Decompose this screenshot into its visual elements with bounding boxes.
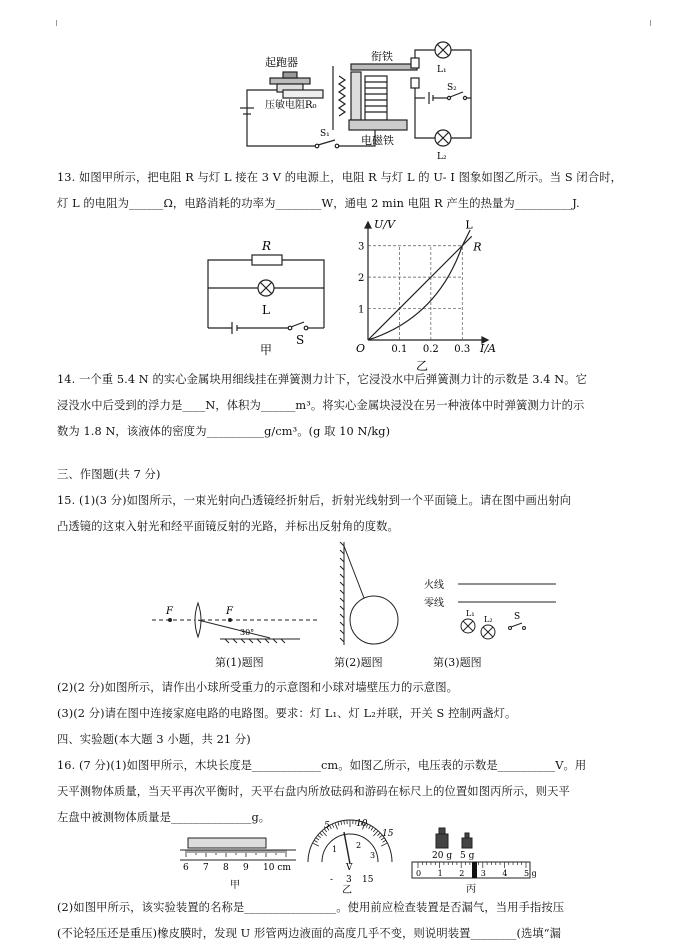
- ruler-tick-label: 9: [243, 863, 249, 873]
- voltmeter-tick: [383, 840, 386, 842]
- label-electromagnet: 电磁铁: [361, 133, 394, 147]
- label-l: L: [262, 303, 270, 317]
- volt-outer-10: 10: [356, 819, 368, 829]
- x-tick-label: 0.3: [454, 344, 470, 355]
- volt-inner-3: 3: [370, 851, 375, 860]
- voltmeter-tick: [338, 822, 339, 826]
- ruler-tick-label: 8: [223, 863, 229, 873]
- q16-part2-line-1: (2)如图甲所示，该实验装置的名称是________________。使用前应检查装置是否漏气，当用手指按压: [57, 895, 657, 921]
- voltmeter-tick: [381, 843, 387, 846]
- voltmeter-figure: [298, 818, 402, 894]
- voltmeter-tick: [371, 827, 373, 830]
- voltmeter-tick: [369, 825, 371, 828]
- caption-fig16-b: 乙: [342, 884, 352, 894]
- caption-jia: 甲: [260, 343, 272, 357]
- caption-fig15-3: 第(3)题图: [433, 654, 482, 670]
- ui-chart-figure: [350, 212, 500, 372]
- q13-circuit-figure: [200, 238, 330, 358]
- caption-fig16-c: 丙: [466, 883, 476, 894]
- voltmeter-tick: [320, 833, 323, 836]
- weight-5g: [462, 838, 472, 848]
- caption-fig15-2: 第(2)题图: [334, 654, 383, 670]
- label-angle: 30°: [240, 628, 254, 637]
- label-s: S: [296, 333, 304, 347]
- scale-tick-label: 1: [438, 869, 443, 878]
- volt-outer-5: 5: [324, 821, 330, 831]
- q14-text: [57, 367, 657, 445]
- caption-yi: 乙: [416, 359, 428, 372]
- q13-line-2: 灯 L 的电阻为______Ω，电路消耗的功率为________W，通电 2 min 电阻 R 产生的热量为__________J.: [57, 191, 657, 217]
- label-l2: L₂: [437, 152, 447, 160]
- series-label-r: R: [472, 240, 481, 253]
- volt-terminal-15: 15: [362, 875, 374, 885]
- voltmeter-needle: [344, 832, 350, 864]
- voltmeter-tick: [344, 820, 345, 824]
- label-neutral-wire: 零线: [424, 596, 444, 609]
- volt-inner-2: 2: [356, 841, 361, 850]
- series-label-l: L: [465, 218, 473, 231]
- q16-more-text: [57, 895, 657, 947]
- balance-figure: [408, 822, 536, 894]
- ruler-labels: [183, 863, 291, 873]
- label-s-house: S: [514, 612, 520, 622]
- label-l1-house: L₁: [466, 609, 475, 618]
- x-tick-label: 0.2: [423, 344, 439, 355]
- voltmeter-tick: [332, 824, 334, 828]
- ruler-figure: [178, 832, 298, 890]
- volt-unit: V: [345, 863, 353, 873]
- scale-tick-label: 0: [416, 869, 421, 878]
- weight-20g-label: 20 g: [432, 851, 452, 861]
- weight-20g: [436, 834, 448, 848]
- chart-labels: [356, 218, 496, 372]
- caption-fig16-a: 甲: [230, 879, 240, 890]
- volt-terminal-minus: -: [330, 875, 333, 885]
- page-mark-right: [650, 20, 651, 26]
- q12-circuit-figure: [225, 38, 485, 160]
- x-axis-label: I/A: [479, 342, 496, 355]
- voltmeter-tick: [316, 838, 319, 840]
- scale-tick-label: 2: [459, 869, 464, 878]
- volt-inner-1: 1: [332, 845, 337, 854]
- q16-line-1: 16. (7 分)(1)如图甲所示，木块长度是____________cm。如图乙所示，电压表的示数是__________V。用: [57, 753, 657, 779]
- label-resistor: 压敏电阻R₀: [265, 98, 317, 111]
- caption-fig15-1: 第(1)题图: [215, 654, 264, 670]
- label-f-right: F: [225, 606, 234, 617]
- q15-part2: (2)(2 分)如图所示，请作出小球所受重力的示意图和小球对墙壁压力的示意图。: [57, 675, 657, 701]
- section4-heading: 四、实验题(本大题 3 小题，共 21 分): [57, 727, 657, 753]
- voltmeter-tick: [335, 823, 338, 830]
- q14-line-1: 14. 一个重 5.4 N 的实心金属块用细线挂在弹簧测力计下，它浸没水中后弹簧测力计的示数是 3.4 N。它: [57, 367, 657, 393]
- label-live-wire: 火线: [424, 578, 444, 591]
- q14-line-2: 浸没水中后受到的浮力是____N，体积为______m³。将实心金属块浸没在另一种液体中时弹簧测力计的示: [57, 393, 657, 419]
- label-armature: 衔铁: [371, 49, 393, 63]
- volt-terminal-3: 3: [346, 875, 352, 885]
- ruler-tick-label: 10 cm: [263, 863, 291, 873]
- label-l1: L₁: [437, 65, 447, 75]
- q13-line-1: 13. 如图甲所示，把电阻 R 与灯 L 接在 3 V 的电源上，电阻 R 与灯 L 的 U- I 图象如图乙所示。当 S 闭合时，: [57, 165, 657, 191]
- label-s2: S₂: [447, 83, 457, 93]
- y-tick-label: 3: [358, 242, 364, 253]
- label-s1: S₁: [320, 129, 330, 139]
- section3-text: [57, 462, 657, 540]
- voltmeter-tick: [377, 833, 380, 836]
- origin-label: O: [356, 342, 365, 355]
- label-l2-house: L₂: [484, 615, 493, 624]
- q14-line-3: 数为 1.8 N，该液体的密度为__________g/cm³。(g 取 10 N/kg): [57, 419, 657, 445]
- q16-line-2: 天平测物体质量，当天平再次平衡时，天平右盘内所放砝码和游码在标尺上的位置如图丙所示，则天平: [57, 779, 657, 805]
- q15-line-2: 凸透镜的这束入射光和经平面镜反射的光路，并标出反射角的度数。: [57, 514, 657, 540]
- ball-wall-figure: [330, 540, 400, 650]
- ruler-tick-label: 7: [203, 863, 209, 873]
- y-tick-label: 2: [358, 273, 364, 284]
- scale-tick-label: 5 g: [524, 869, 536, 878]
- q16-part2-line-2: (不论轻压还是重压)橡皮膜时，发现 U 形管两边液面的高度几乎不变，则说明装置________(选填“漏: [57, 921, 657, 947]
- q15-part3: (3)(2 分)请在图中连接家庭电路的电路图。要求：灯 L₁、灯 L₂并联，开关 S 控制两盏灯。: [57, 701, 657, 727]
- volt-outer-15: 15: [382, 829, 394, 839]
- q15-line-1: 15. (1)(3 分)如图所示，一束光射向凸透镜经折射后，折射光线射到一个平面镜上。请在图中画出射向: [57, 488, 657, 514]
- series-line-r: [368, 236, 472, 340]
- section3-heading: 三、作图题(共 7 分): [57, 462, 657, 488]
- y-axis-label: U/V: [374, 218, 396, 231]
- x-tick-label: 0.1: [391, 344, 407, 355]
- voltmeter-tick: [341, 821, 342, 825]
- voltmeter-tick: [318, 835, 321, 838]
- page-mark-left: [56, 20, 57, 26]
- q13-text: [57, 165, 657, 217]
- scale-tick-label: 3: [481, 869, 486, 878]
- voltmeter-tick: [373, 829, 375, 832]
- y-axis-arrow: [365, 222, 371, 228]
- label-r: R: [261, 239, 271, 253]
- ruler-tick-label: 6: [183, 863, 189, 873]
- household-circuit-figure: [420, 570, 560, 640]
- label-starter: 起跑器: [265, 55, 298, 69]
- scale-tick-label: 4: [502, 869, 507, 878]
- weight-5g-label: 5 g: [460, 851, 475, 861]
- q16-line-3: 左盘中被测物体质量是______________g。: [57, 805, 657, 831]
- voltmeter-tick: [313, 843, 319, 846]
- ruler-ticks: [186, 850, 286, 857]
- rider: [472, 862, 477, 878]
- label-f-left: F: [165, 606, 174, 617]
- chart-series: [368, 230, 472, 340]
- voltmeter-tick: [314, 840, 317, 842]
- lens-figure: [150, 585, 320, 645]
- q15-more-text: [57, 675, 657, 831]
- series-line-l: [368, 230, 470, 340]
- y-tick-label: 1: [358, 305, 364, 316]
